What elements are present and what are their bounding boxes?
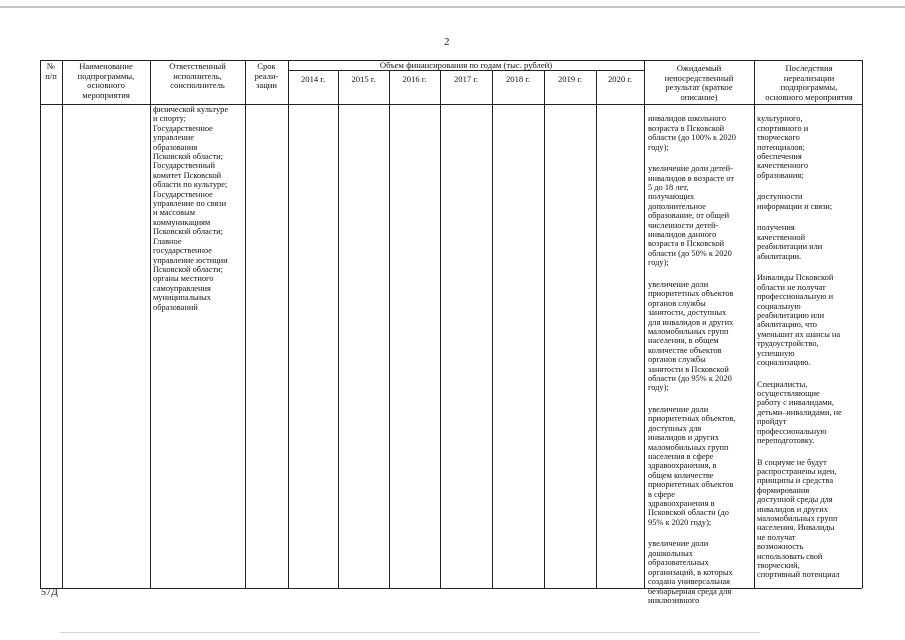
expected-paragraph: инвалидов школьного возраста в Псковской области (до 100% к 2020 году); xyxy=(648,114,736,152)
consequence-paragraph: Специалисты, осуществляющие работу с инвалидами, детьми–инвалидами, не пройдут профессиональную переподготовку. xyxy=(757,379,842,445)
consequence-paragraph: Инвалиды Псковской области не получат профессиональную и социальную реабилитацию или абилитацию, что уменьшит их шансы на трудоустройство, успешную социализацию. xyxy=(757,273,841,367)
col-border xyxy=(754,60,755,588)
consequence-paragraph: доступности информации и связи; xyxy=(757,192,833,211)
header-year: 2016 г. xyxy=(402,74,427,84)
col-border xyxy=(544,70,545,588)
responsible-cell: физической культуре и спорту; Государственное управление образования Псковской области; Государственный комитет Псковской области по культуре; Государственное управление по связи и массовым коммуникациям Псковской области; Главное государственное управление юстиции Псковской области; органы местного самоуправления муниципальных образований xyxy=(153,105,229,312)
expected-result-cell xyxy=(648,105,754,618)
col-border xyxy=(338,70,339,588)
expected-paragraph: увеличение доли дошкольных образовательных организаций, в которых создана универсальная безбарьерная среда для инклюзивного xyxy=(648,539,733,605)
scan-top-edge xyxy=(0,6,905,8)
expected-paragraph: увеличение доли детей- инвалидов в возрасте от 5 до 18 лет, получающих дополнительное образование, от общей численности детей- инвалидов данного возраста в Псковской области (до 50% к 2020 году); xyxy=(648,164,735,268)
header-year: 2020 г. xyxy=(607,74,633,84)
page-number: 2 xyxy=(444,36,450,48)
header-year: 2014 г. xyxy=(300,74,326,84)
col-border xyxy=(150,60,151,588)
col-border xyxy=(492,70,493,588)
consequence-paragraph: получения качественной реабилитации или абилитации. xyxy=(757,223,823,261)
col-border xyxy=(288,60,289,588)
col-border xyxy=(62,60,63,588)
col-border xyxy=(596,70,597,588)
header-term: Срок реали- зации xyxy=(254,61,279,91)
expected-paragraph: увеличение доли приоритетных объектов, доступных для инвалидов и других маломобильных групп населения в сфере здравоохранения, в общем количестве приоритетных объектов в сфере здравоохранения в Псковской области (до 95% к 2020 году); xyxy=(648,404,736,527)
header-responsible: Ответственный исполнитель, соисполнитель xyxy=(169,61,226,91)
col-border xyxy=(862,60,863,588)
col-border xyxy=(389,70,390,588)
col-border xyxy=(644,60,645,588)
header-consequences: Последствия нереализации подпрограммы, основного мероприятия xyxy=(765,63,853,102)
col-border xyxy=(245,60,246,588)
footer-document-code: 57Д xyxy=(41,587,58,598)
header-num: № п/п xyxy=(45,61,57,81)
col-border xyxy=(40,60,41,588)
consequence-paragraph: В социуме не будут распространены идеи, принципы и средства формирования доступной среды для инвалидов и других маломобильных групп населения. Инвалиды не получат возможность использовать свой творческий, спортивный потенциал xyxy=(757,457,840,580)
header-funding: Объем финансирования по годам (тыс. рублей) xyxy=(379,60,553,70)
consequence-paragraph: культурного, спортивного и творческого потенциалов; обеспечения качественного образования; xyxy=(757,114,809,180)
scan-bottom-edge xyxy=(60,632,760,633)
header-year: 2015 г. xyxy=(351,74,376,84)
header-year: 2018 г. xyxy=(505,74,531,84)
col-border xyxy=(440,70,441,588)
expected-paragraph: увеличение доли приоритетных объектов органов службы занятости, доступных для инвалидов и других маломобильных групп населения, в общем количестве объектов органов службы занятости в Псковской области (до 95% к 2020 году); xyxy=(648,279,734,393)
consequences-cell xyxy=(757,105,861,592)
header-year: 2017 г. xyxy=(453,74,479,84)
header-year: 2019 г. xyxy=(557,74,583,84)
header-name: Наименование подпрограммы, основного мероприятия xyxy=(77,61,135,100)
header-expected-result: Ожидаемый непосредственный результат (краткое описание) xyxy=(664,63,734,102)
